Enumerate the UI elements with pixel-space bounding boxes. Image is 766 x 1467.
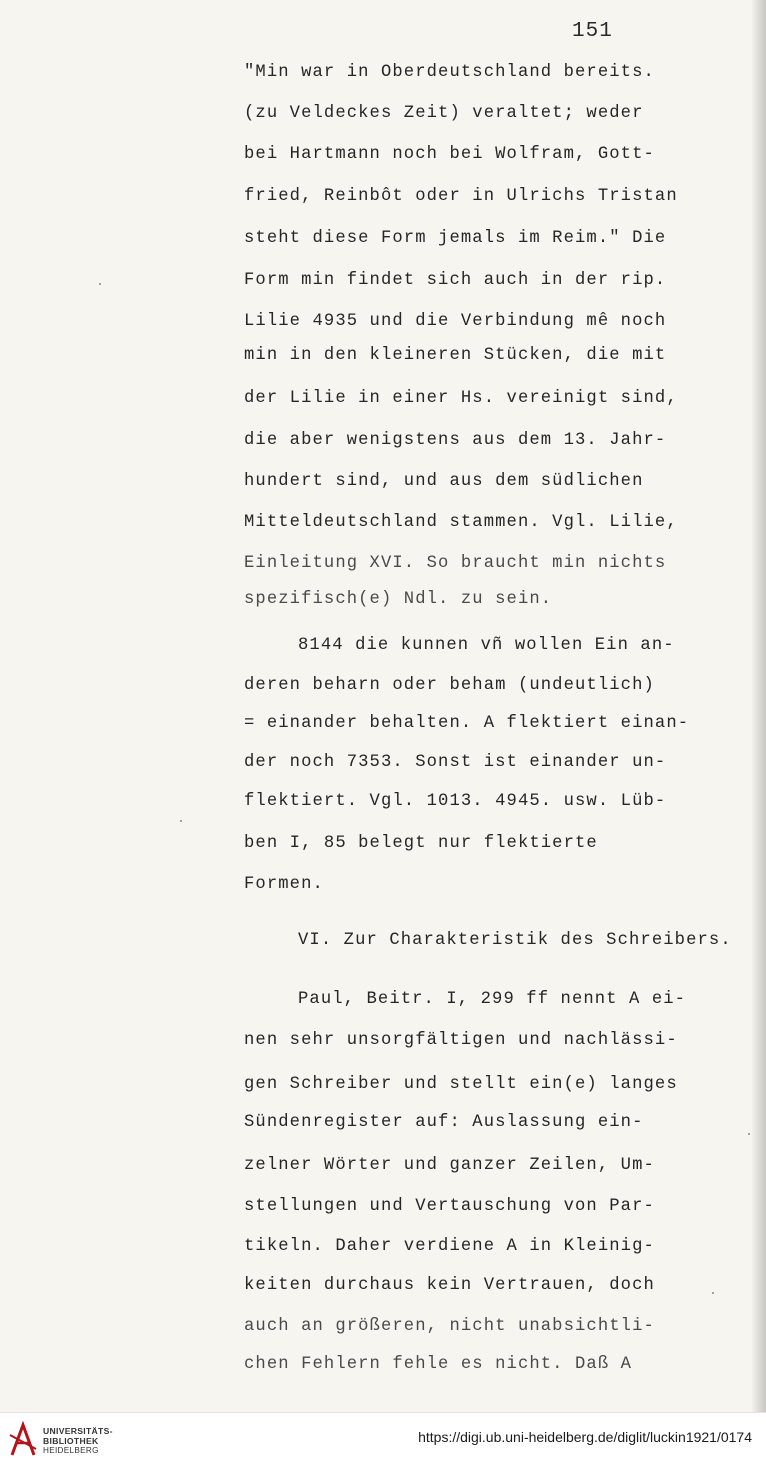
text-line: Form min findet sich auch in der rip. xyxy=(244,271,667,290)
text-line: chen Fehlern fehle es nicht. Daß A xyxy=(244,1355,633,1374)
viewer-footer xyxy=(0,1412,766,1467)
logo-text-line: UNIVERSITÄTS- xyxy=(43,1426,113,1436)
text-line: ben I, 85 belegt nur flektierte xyxy=(244,834,598,853)
text-line: deren beharn oder beham (undeutlich) xyxy=(244,676,655,695)
text-line: hundert sind, und aus dem südlichen xyxy=(244,472,644,491)
text-line: gen Schreiber und stellt ein(e) langes xyxy=(244,1075,678,1094)
page-number: 151 xyxy=(572,20,613,43)
text-line: 8144 die kunnen vñ wollen Ein an- xyxy=(298,636,675,655)
text-line: nen sehr unsorgfältigen und nachlässi- xyxy=(244,1031,678,1050)
text-line: flektiert. Vgl. 1013. 4945. usw. Lüb- xyxy=(244,792,667,811)
text-line: Mitteldeutschland stammen. Vgl. Lilie, xyxy=(244,513,678,532)
text-line: der noch 7353. Sonst ist einander un- xyxy=(244,753,667,772)
section-heading: VI. Zur Charakteristik des Schreibers. xyxy=(298,931,732,950)
text-line: auch an größeren, nicht unabsichtli- xyxy=(244,1317,655,1336)
paper-speck xyxy=(748,1133,750,1135)
text-line: (zu Veldeckes Zeit) veraltet; weder xyxy=(244,104,644,123)
logo-text-line: HEIDELBERG xyxy=(43,1446,99,1455)
text-line: "Min war in Oberdeutschland bereits. xyxy=(244,63,655,82)
text-line: spezifisch(e) Ndl. zu sein. xyxy=(244,590,553,609)
text-line: bei Hartmann noch bei Wolfram, Gott- xyxy=(244,145,655,164)
text-line: min in den kleineren Stücken, die mit xyxy=(244,346,667,365)
text-line: Paul, Beitr. I, 299 ff nennt A ei- xyxy=(298,990,687,1009)
text-line: tikeln. Daher verdiene A in Kleinig- xyxy=(244,1237,655,1256)
paper-speck xyxy=(99,283,101,285)
text-line: stellungen und Vertauschung von Par- xyxy=(244,1197,655,1216)
text-line: Lilie 4935 und die Verbindung mê noch xyxy=(244,312,667,331)
text-line: fried, Reinbôt oder in Ulrichs Tristan xyxy=(244,187,678,206)
text-line: = einander behalten. A flektiert einan- xyxy=(244,714,690,733)
logo-text-line: BIBLIOTHEK xyxy=(43,1436,99,1446)
paper-speck xyxy=(180,820,182,822)
text-line: keiten durchaus kein Vertrauen, doch xyxy=(244,1276,655,1295)
text-line: Formen. xyxy=(244,875,324,894)
text-line: zelner Wörter und ganzer Zeilen, Um- xyxy=(244,1156,655,1175)
text-line: der Lilie in einer Hs. vereinigt sind, xyxy=(244,389,678,408)
text-line: steht diese Form jemals im Reim." Die xyxy=(244,229,667,248)
library-logo-icon xyxy=(8,1421,38,1459)
text-line: Sündenregister auf: Auslassung ein- xyxy=(244,1113,644,1132)
text-line: Einleitung XVI. So braucht min nichts xyxy=(244,554,667,573)
page-edge-shadow xyxy=(752,0,766,1412)
source-url-link[interactable]: https://digi.ub.uni-heidelberg.de/diglit/luckin1921/0174 xyxy=(418,1429,752,1445)
text-line: die aber wenigstens aus dem 13. Jahr- xyxy=(244,431,667,450)
paper-speck xyxy=(712,1292,714,1294)
